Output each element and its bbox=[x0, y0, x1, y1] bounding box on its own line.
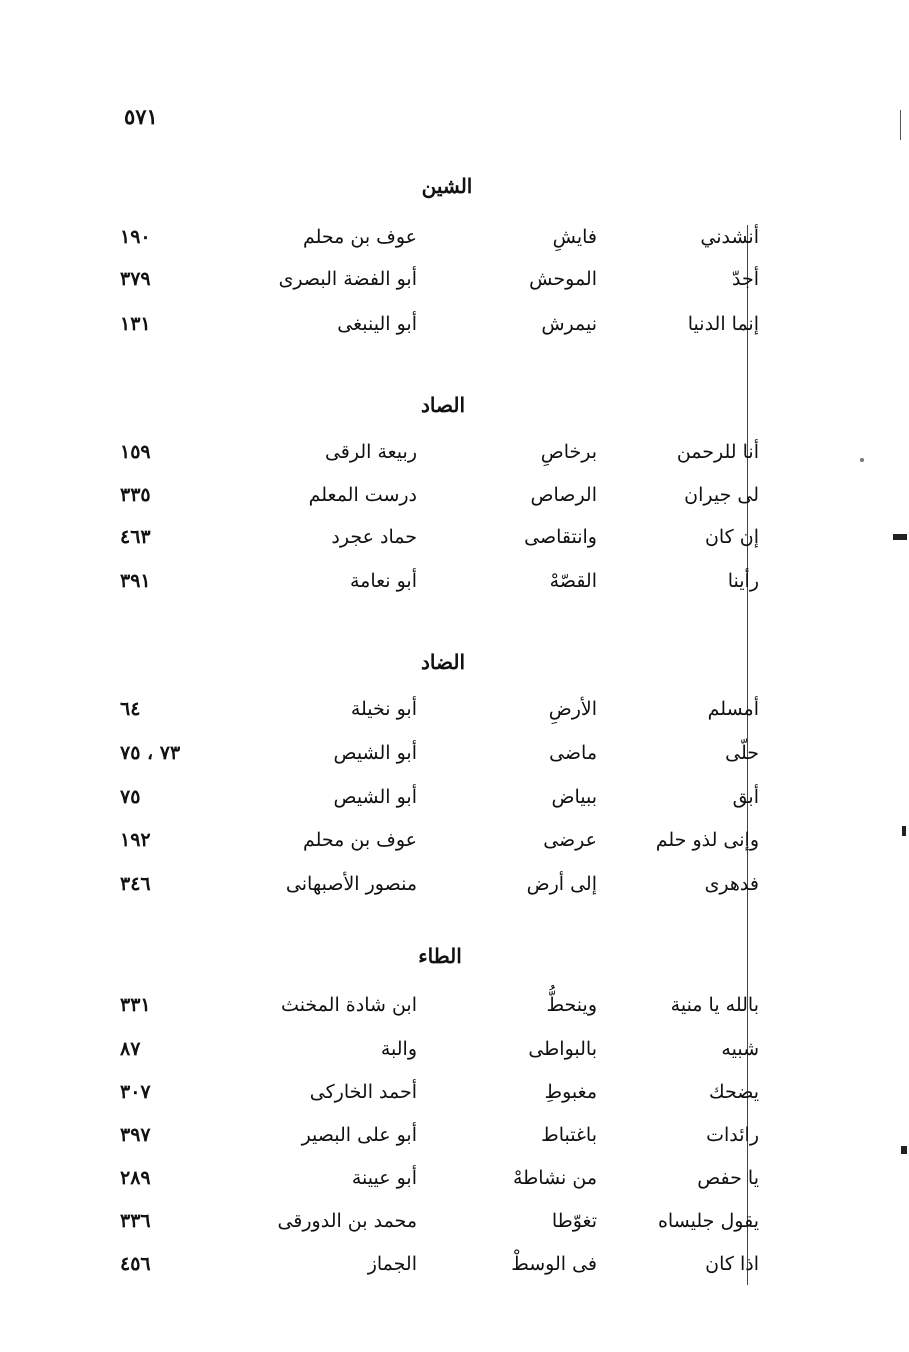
page-ref: ٦٤ bbox=[120, 698, 141, 720]
first-words: يقول جليساه bbox=[657, 1210, 759, 1232]
first-words: إنما الدنيا bbox=[687, 313, 759, 335]
page-ref: ٤٥٦ bbox=[120, 1253, 151, 1275]
page-ref: ٤٦٣ bbox=[120, 526, 151, 548]
page-ref: ١٣١ bbox=[120, 313, 151, 335]
poet-name: الجماز bbox=[367, 1253, 417, 1275]
rhyme-word: ببياض bbox=[551, 786, 597, 808]
poet-name: أبو الشيص bbox=[333, 742, 417, 764]
poet-name: أبو على البصير bbox=[301, 1124, 417, 1146]
rhyme-word: برخاصِ bbox=[540, 441, 597, 463]
poet-name: أبو عيينة bbox=[351, 1167, 417, 1189]
table-row bbox=[0, 441, 909, 481]
first-words: أمسلم bbox=[707, 698, 759, 720]
poet-name: عوف بن محلم bbox=[302, 226, 417, 248]
first-words: بالله يا منية bbox=[670, 994, 759, 1016]
page-ref: ١٩٢ bbox=[120, 829, 151, 851]
poet-name: درست المعلم bbox=[308, 484, 417, 506]
first-words: حلّى bbox=[725, 742, 759, 764]
rhyme-word: من نشاطهْ bbox=[512, 1167, 597, 1189]
poet-name: ربيعة الرقى bbox=[324, 441, 417, 463]
rhyme-word: فى الوسطْ bbox=[511, 1253, 597, 1275]
table-row bbox=[0, 1124, 909, 1164]
first-words: أنا للرحمن bbox=[676, 441, 759, 463]
page-ref: ٣٩١ bbox=[120, 570, 151, 592]
table-row bbox=[0, 1210, 909, 1250]
page-ref: ٣٠٧ bbox=[120, 1081, 151, 1103]
first-words: اذا كان bbox=[705, 1253, 759, 1275]
rhyme-word: بالبواطى bbox=[528, 1038, 597, 1060]
table-row bbox=[0, 1081, 909, 1121]
table-row bbox=[0, 786, 909, 826]
page-ref: ٧٣ ، ٧٥ bbox=[120, 742, 181, 764]
table-row bbox=[0, 526, 909, 566]
rhyme-word: الرصاص bbox=[530, 484, 597, 506]
first-words: أجدّ bbox=[732, 268, 759, 290]
first-words: يا حفص bbox=[697, 1167, 759, 1189]
poet-name: والبة bbox=[380, 1038, 417, 1060]
rhyme-word: إلى أرض bbox=[526, 873, 597, 895]
rhyme-word: القصّهْ bbox=[549, 570, 597, 592]
poet-name: أحمد الخاركى bbox=[309, 1081, 417, 1103]
first-words: يضحك bbox=[708, 1081, 759, 1103]
first-words: أبق bbox=[732, 786, 759, 808]
poet-name: أبو نعامة bbox=[349, 570, 417, 592]
table-row bbox=[0, 484, 909, 524]
table-row bbox=[0, 829, 909, 869]
first-words: لى جيران bbox=[684, 484, 759, 506]
table-row bbox=[0, 1038, 909, 1078]
table-row bbox=[0, 1167, 909, 1207]
section-title-shin: الشين bbox=[421, 174, 473, 198]
page-ref: ٢٨٩ bbox=[120, 1167, 151, 1189]
poet-name: حماد عجرد bbox=[331, 526, 417, 548]
poet-name: منصور الأصبهانى bbox=[285, 873, 417, 895]
first-words: إن كان bbox=[704, 526, 759, 548]
table-row bbox=[0, 742, 909, 782]
page-number: ٥٧١ bbox=[124, 104, 158, 129]
page-ref: ٣٣٦ bbox=[120, 1210, 151, 1232]
table-row bbox=[0, 698, 909, 738]
table-row bbox=[0, 873, 909, 913]
rhyme-word: ماضى bbox=[549, 742, 597, 764]
first-words: أنشدني bbox=[700, 226, 759, 248]
poet-name: أبو نخيلة bbox=[350, 698, 417, 720]
page-ref: ٣٤٦ bbox=[120, 873, 151, 895]
page-ref: ١٥٩ bbox=[120, 441, 151, 463]
first-words: رائدات bbox=[706, 1124, 759, 1146]
first-words: شبيه bbox=[721, 1038, 759, 1060]
page-ref: ٣٩٧ bbox=[120, 1124, 151, 1146]
table-row bbox=[0, 1253, 909, 1293]
rhyme-word: عرضى bbox=[543, 829, 597, 851]
rhyme-word: باغتباط bbox=[541, 1124, 597, 1146]
rhyme-word: الأرضِ bbox=[548, 698, 597, 720]
poet-name: ابن شادة المخنث bbox=[281, 994, 417, 1016]
rhyme-word: وانتقاصى bbox=[524, 526, 597, 548]
table-row bbox=[0, 226, 909, 266]
first-words: فدهرى bbox=[704, 873, 759, 895]
poet-name: محمد بن الدورقى bbox=[277, 1210, 417, 1232]
page-ref: ٨٧ bbox=[120, 1038, 141, 1060]
table-row bbox=[0, 313, 909, 353]
section-title-sad: الصاد bbox=[421, 393, 465, 417]
table-row bbox=[0, 570, 909, 610]
poet-name: أبو الشيص bbox=[333, 786, 417, 808]
section-title-ta: الطاء bbox=[418, 944, 462, 968]
page-ref: ٣٧٩ bbox=[120, 268, 151, 290]
page-ref: ٧٥ bbox=[120, 786, 141, 808]
page-ref: ١٩٠ bbox=[120, 226, 151, 248]
rhyme-word: الموحش bbox=[529, 268, 597, 290]
poet-name: أبو الفضة البصرى bbox=[278, 268, 417, 290]
table-row bbox=[0, 268, 909, 308]
rhyme-word: تغوّطا bbox=[551, 1210, 597, 1232]
table-row bbox=[0, 994, 909, 1034]
poet-name: أبو الينبغى bbox=[337, 313, 417, 335]
rhyme-word: فايشِ bbox=[552, 226, 597, 248]
first-words: رأينا bbox=[727, 570, 759, 592]
rhyme-word: وينحطُّ bbox=[546, 994, 597, 1016]
page-ref: ٣٣١ bbox=[120, 994, 151, 1016]
poet-name: عوف بن محلم bbox=[302, 829, 417, 851]
page-ref: ٣٣٥ bbox=[120, 484, 151, 506]
first-words: وإنى لذو حلم bbox=[655, 829, 759, 851]
rhyme-word: مغبوطِ bbox=[544, 1081, 597, 1103]
page-edge-line bbox=[900, 110, 901, 140]
rhyme-word: نيمرش bbox=[541, 313, 597, 335]
section-title-dad: الضاد bbox=[421, 650, 465, 674]
